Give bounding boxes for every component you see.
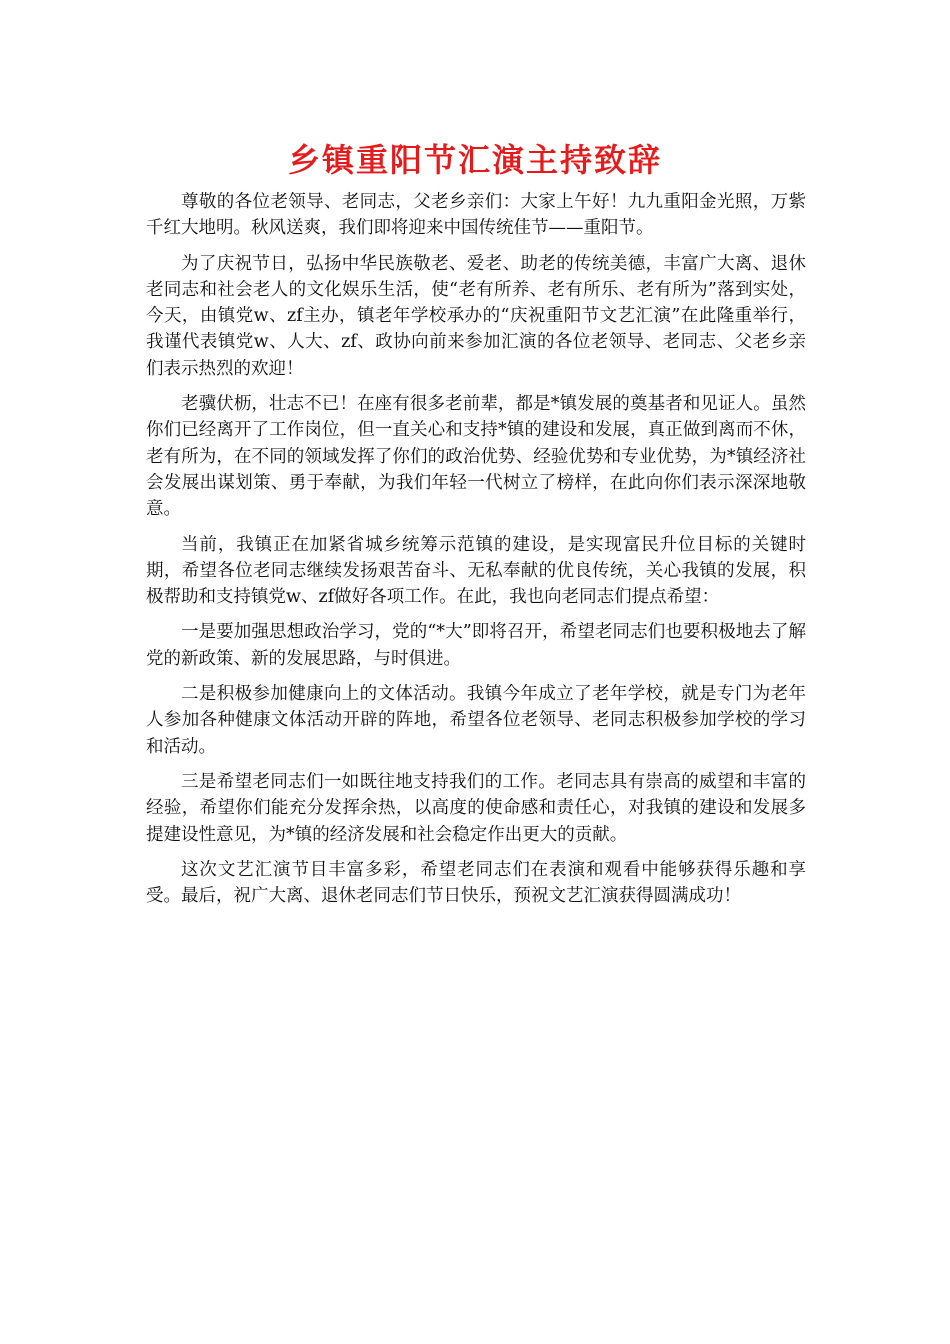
paragraph-hope-one: 一是要加强思想政治学习，党的“*大”即将召开，希望老同志们也要积极地去了解党的新政策、新的发展思路，与时俱进。: [146, 622, 806, 669]
document-body: [146, 189, 806, 918]
document-title: 乡镇重阳节汇演主持致辞: [287, 141, 662, 179]
paragraph-greeting: 尊敬的各位老领导、老同志，父老乡亲们：大家上午好！九九重阳金光照，万紫千红大地明。秋风送爽，我们即将迎来中国传统佳节——重阳节。: [146, 192, 806, 239]
paragraph-tribute: 老骥伏枥，壮志不已！在座有很多老前辈，都是*镇发展的奠基者和见证人。虽然你们已经离开了工作岗位，但一直关心和支持*镇的建设和发展，真正做到离而不休，老有所为，在不同的领域发挥了你们的政治优势、经验优势和专业优势，为*镇经济社会发展出谋划策、勇于奉献，为我们年轻一代树立了榜样，在此向你们表示深深地敬意。: [146, 394, 806, 520]
paragraph-closing: 这次文艺汇演节目丰富多彩，希望老同志们在表演和观看中能够获得乐趣和享受。最后，祝广大离、退休老同志们节日快乐，预祝文艺汇演获得圆满成功！: [146, 859, 806, 907]
paragraph-welcome: 为了庆祝节日，弘扬中华民族敬老、爱老、助老的传统美德，丰富广大离、退休老同志和社会老人的文化娱乐生活，使“老有所养、老有所乐、老有所为”落到实处，今天，由镇党w、zf主办，镇老年学校承办的“庆祝重阳节文艺汇演”在此隆重举行，我谨代表镇党w、人大、zf、政协向前来参加汇演的各位老领导、老同志、父老乡亲们表示热烈的欢迎！: [146, 253, 806, 379]
paragraph-hope-three: 三是希望老同志们一如既往地支持我们的工作。老同志具有崇高的威望和丰富的经验，希望你们能充分发挥余热，以高度的使命感和责任心，对我镇的建设和发展多提建设性意见，为*镇的经济发展和社会稳定作出更大的贡献。: [146, 771, 806, 845]
paragraph-current-situation: 当前，我镇正在加紧省城乡统筹示范镇的建设，是实现富民升位目标的关键时期，希望各位老同志继续发扬艰苦奋斗、无私奉献的优良传统，关心我镇的发展，积极帮助和支持镇党w、zf做好各项工作。在此，我也向老同志们提点希望：: [146, 534, 806, 608]
paragraph-hope-two: 二是积极参加健康向上的文体活动。我镇今年成立了老年学校，就是专门为老年人参加各种健康文体活动开辟的阵地，希望各位老领导、老同志积极参加学校的学习和活动。: [146, 684, 806, 757]
